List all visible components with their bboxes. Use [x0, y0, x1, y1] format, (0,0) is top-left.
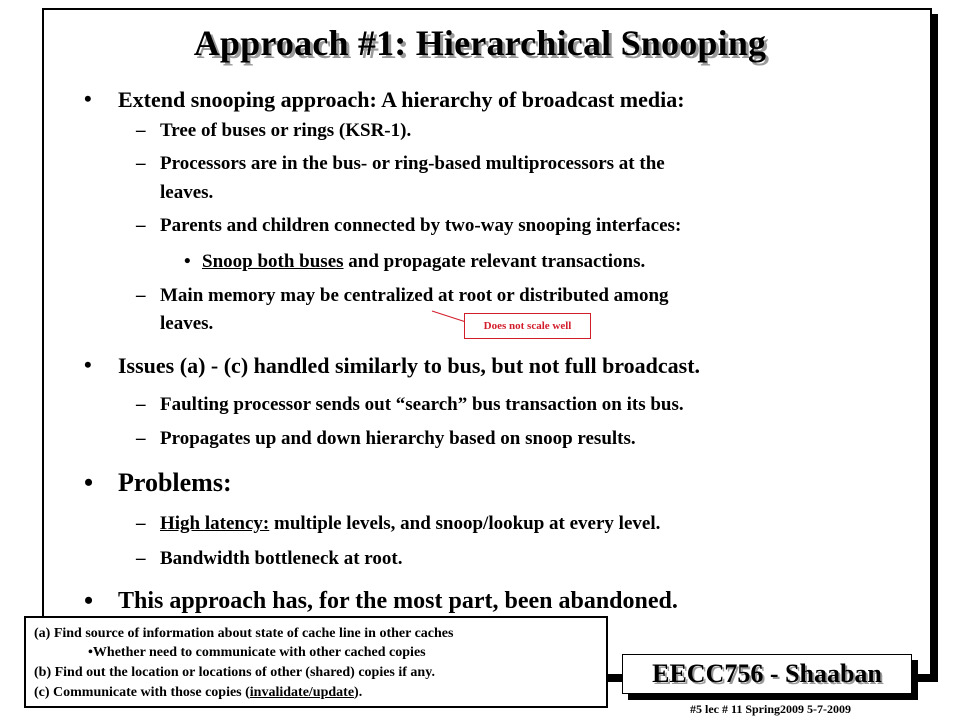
dash-icon: – — [136, 513, 146, 534]
bullet-text: Problems: — [118, 468, 232, 497]
sub-bullet-text: leaves. — [160, 182, 214, 203]
callout-box: Does not scale well — [464, 313, 591, 339]
note-line — [34, 685, 362, 701]
bullet-text: This approach has, for the most part, been abandoned. — [118, 588, 678, 614]
slide-footer: #5 lec # 11 Spring2009 5-7-2009 — [690, 702, 851, 716]
note-line: (b) Find out the location or locations of other (shared) copies if any. — [34, 665, 435, 680]
dash-icon: – — [136, 394, 146, 415]
dash-icon: – — [136, 120, 146, 141]
sub-bullet-text: Processors are in the bus- or ring-based multiprocessors at the — [160, 153, 665, 174]
text-run: and propagate relevant transactions. — [343, 251, 646, 272]
sub-bullet-text — [160, 513, 660, 535]
sub-bullet-text: Bandwidth bottleneck at root. — [160, 548, 403, 569]
dash-icon: – — [136, 548, 146, 569]
bullet-icon: • — [84, 86, 92, 111]
note-line: (a) Find source of information about state of cache line in other caches — [34, 626, 454, 641]
sub-bullet-text: Main memory may be centralized at root or distributed among — [160, 285, 669, 306]
dash-icon: – — [136, 428, 146, 449]
dash-icon: – — [136, 285, 146, 306]
sub-bullet-text: leaves. — [160, 313, 214, 334]
course-brand: EECC756 - Shaaban — [622, 654, 912, 694]
bullet-text: Extend snooping approach: A hierarchy of broadcast media: — [118, 87, 685, 112]
note-line: •Whether need to communicate with other cached copies — [88, 645, 426, 660]
dash-icon: – — [136, 215, 146, 236]
bullet-icon: • — [84, 352, 92, 377]
sub-bullet-text: Parents and children connected by two-way snooping interfaces: — [160, 215, 682, 236]
notes-box — [24, 616, 608, 708]
text-run: multiple levels, and snoop/lookup at every level. — [269, 513, 661, 534]
bullet-text: Issues (a) - (c) handled similarly to bus, but not full broadcast. — [118, 353, 701, 378]
brand-shadow — [628, 694, 918, 700]
sub-bullet-text: Tree of buses or rings (KSR-1). — [160, 120, 412, 141]
bullet-icon: • — [84, 586, 94, 615]
underlined-text: High latency: — [160, 513, 270, 534]
dash-icon: – — [136, 153, 146, 174]
underlined-text: Snoop both buses — [202, 251, 344, 272]
underlined-text: invalidate/update — [249, 685, 355, 700]
text-run: (c) Communicate with those copies ( — [34, 685, 250, 700]
text-run: ). — [354, 685, 363, 700]
bullet-icon: • — [184, 251, 191, 272]
sub-bullet-text: Propagates up and down hierarchy based on snoop results. — [160, 428, 636, 449]
sub-bullet-text: Faulting processor sends out “search” bus transaction on its bus. — [160, 394, 684, 415]
brand-shadow — [912, 660, 918, 700]
bullet-icon: • — [84, 468, 94, 497]
slide-title: Approach #1: Hierarchical Snooping — [193, 23, 767, 63]
